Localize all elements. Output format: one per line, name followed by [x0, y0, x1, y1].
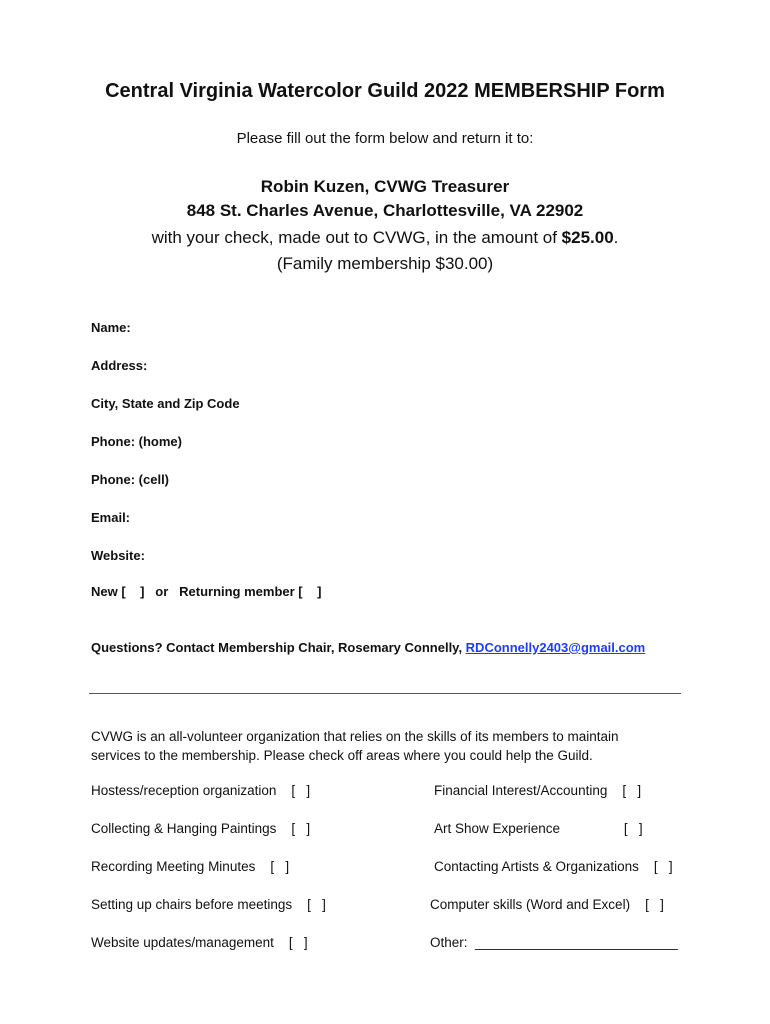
option-contacting-artists[interactable]: Contacting Artists & Organizations [ ]: [434, 859, 673, 874]
name-field-label: Name:: [91, 320, 131, 335]
questions-text: Questions? Contact Membership Chair, Rosemary Connelly,: [91, 640, 466, 655]
city-field-label: City, State and Zip Code: [91, 396, 240, 411]
member-type-checkboxes[interactable]: New [ ] or Returning member [ ]: [91, 584, 322, 599]
website-field-label: Website:: [91, 548, 145, 563]
payment-amount: $25.00: [561, 228, 614, 247]
payment-prefix: with your check, made out to CVWG, in the amount of: [151, 228, 562, 247]
volunteer-intro: [91, 727, 618, 765]
form-title: Central Virginia Watercolor Guild 2022 MEMBERSHIP Form: [105, 80, 665, 102]
option-website-updates[interactable]: Website updates/management [ ]: [91, 935, 308, 950]
option-computer-skills[interactable]: Computer skills (Word and Excel) [ ]: [430, 897, 664, 912]
family-membership: (Family membership $30.00): [276, 254, 494, 273]
contact-email-link[interactable]: RDConnelly2403@gmail.com: [465, 640, 646, 655]
option-hanging-paintings[interactable]: Collecting & Hanging Paintings [ ]: [91, 821, 311, 836]
phone-home-field-label: Phone: (home): [91, 434, 182, 449]
volunteer-intro-line-2: services to the membership. Please check off areas where you could help the Guild.: [91, 748, 593, 763]
treasurer-address: 848 St. Charles Avenue, Charlottesville, VA 22902: [186, 201, 584, 220]
payment-suffix: .: [613, 228, 619, 247]
treasurer-name: Robin Kuzen, CVWG Treasurer: [260, 177, 510, 196]
option-hostess[interactable]: Hostess/reception organization [ ]: [91, 783, 311, 798]
option-other[interactable]: Other: ___________________________: [430, 935, 678, 950]
option-financial[interactable]: Financial Interest/Accounting [ ]: [434, 783, 642, 798]
intro-text: Please fill out the form below and return it to:: [236, 130, 534, 147]
option-meeting-minutes[interactable]: Recording Meeting Minutes [ ]: [91, 859, 290, 874]
option-setting-chairs[interactable]: Setting up chairs before meetings [ ]: [91, 897, 326, 912]
questions-line: [91, 640, 645, 655]
phone-cell-field-label: Phone: (cell): [91, 472, 170, 487]
section-divider: [89, 693, 681, 694]
volunteer-intro-line-1: CVWG is an all-volunteer organization that relies on the skills of its members to maintain: [91, 729, 619, 744]
option-art-show[interactable]: Art Show Experience [ ]: [434, 821, 643, 836]
payment-instructions: [0, 228, 770, 248]
address-field-label: Address:: [91, 358, 148, 373]
email-field-label: Email:: [91, 510, 131, 525]
